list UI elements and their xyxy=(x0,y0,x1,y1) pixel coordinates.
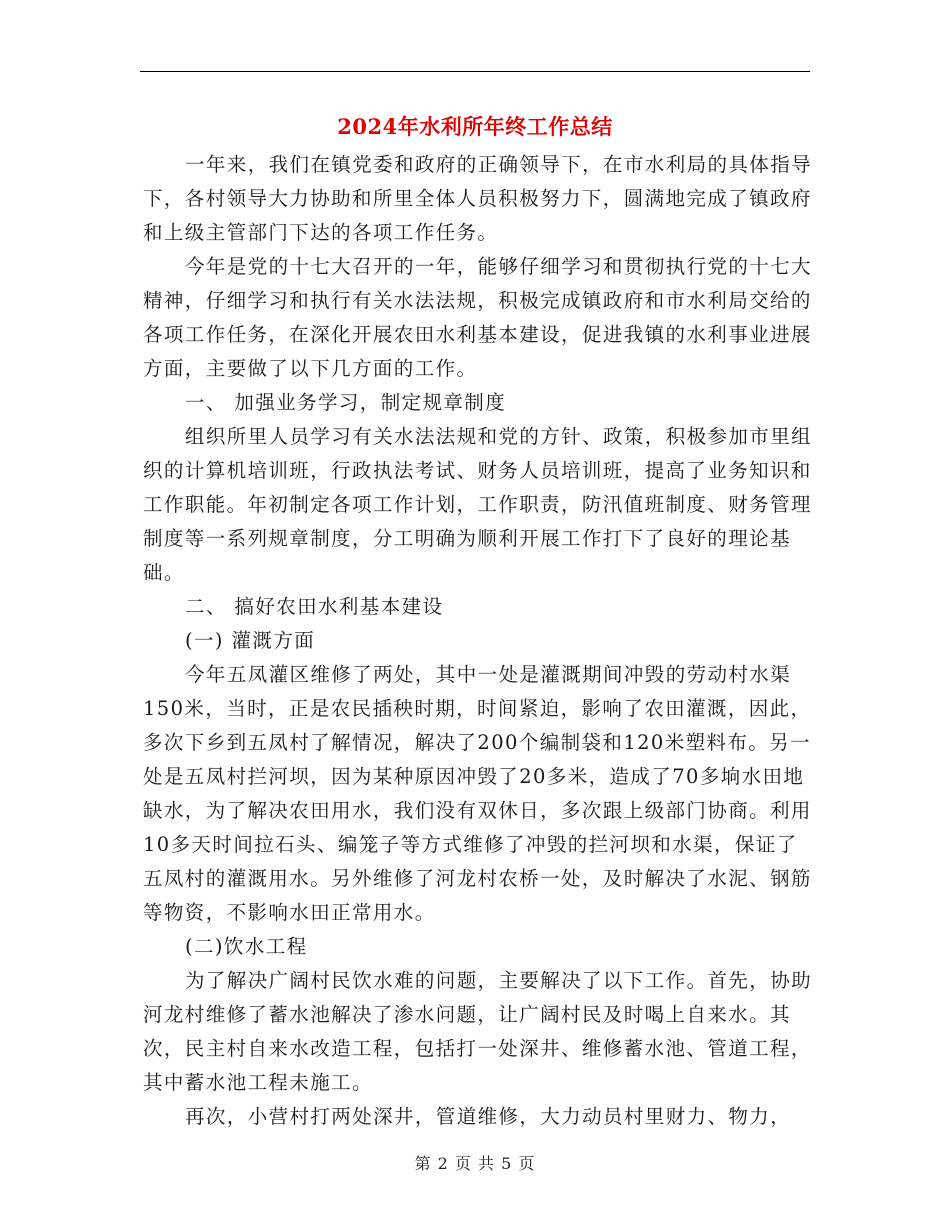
subsection-heading-water-supply: (二)饮水工程 xyxy=(185,935,308,958)
paragraph-overview: 今年是党的十七大召开的一年，能够仔细学习和贯彻执行党的十七大精神，仔细学习和执行有关水法法规，积极完成镇政府和市水利局交给的各项工作任务，在深化开展农田水利基本建设，促进我镇的水利事业进展方面，主要做了以下几方面的工作。 xyxy=(143,255,813,380)
subsection-heading-irrigation: (一) 灌溉方面 xyxy=(185,629,316,652)
paragraph-intro: 一年来，我们在镇党委和政府的正确领导下，在市水利局的具体指导下，各村领导大力协助和所里全体人员积极努力下，圆满地完成了镇政府和上级主管部门下达的各项工作任务。 xyxy=(143,153,813,244)
page-number: 第 2 页 共 5 页 xyxy=(414,1154,536,1173)
document-title: 2024年水利所年终工作总结 xyxy=(337,114,613,139)
paragraph-continued: 再次，小营村打两处深井，管道维修，大力动员村里财力、物力， xyxy=(185,1105,792,1128)
paragraph-water-supply: 为了解决广阔村民饮水难的问题，主要解决了以下工作。首先，协助河龙村维修了蓄水池解决了渗水问题，让广阔村民及时喝上自来水。其次，民主村自来水改造工程，包括打一处深井、维修蓄水池、管道工程，其中蓄水池工程未施工。 xyxy=(143,969,813,1094)
paragraph-study: 组织所里人员学习有关水法法规和党的方针、政策，积极参加市里组织的计算机培训班，行政执法考试、财务人员培训班，提高了业务知识和工作职能。年初制定各项工作计划，工作职责，防汛值班制度、财务管理制度等一系列规章制度，分工明确为顺利开展工作打下了良好的理论基础。 xyxy=(143,425,813,584)
section-heading-2: 二、 搞好农田水利基本建设 xyxy=(185,595,444,618)
header-rule xyxy=(140,71,810,72)
section-heading-1: 一、 加强业务学习，制定规章制度 xyxy=(185,391,507,414)
document-body xyxy=(143,148,815,1134)
paragraph-irrigation: 今年五凤灌区维修了两处，其中一处是灌溉期间冲毁的劳动村水渠150米，当时，正是农民插秧时期，时间紧迫，影响了农田灌溉，因此，多次下乡到五凤村了解情况，解决了200个编制袋和120米塑料布。另一处是五凤村拦河坝，因为某种原因冲毁了20多米，造成了70多垧水田地缺水，为了解决农田用水，我们没有双休日，多次跟上级部门协商。利用10多天时间拉石头、编笼子等方式维修了冲毁的拦河坝和水渠，保证了五凤村的灌溉用水。另外维修了河龙村农桥一处，及时解决了水泥、钢筋等物资，不影响水田正常用水。 xyxy=(143,663,812,924)
